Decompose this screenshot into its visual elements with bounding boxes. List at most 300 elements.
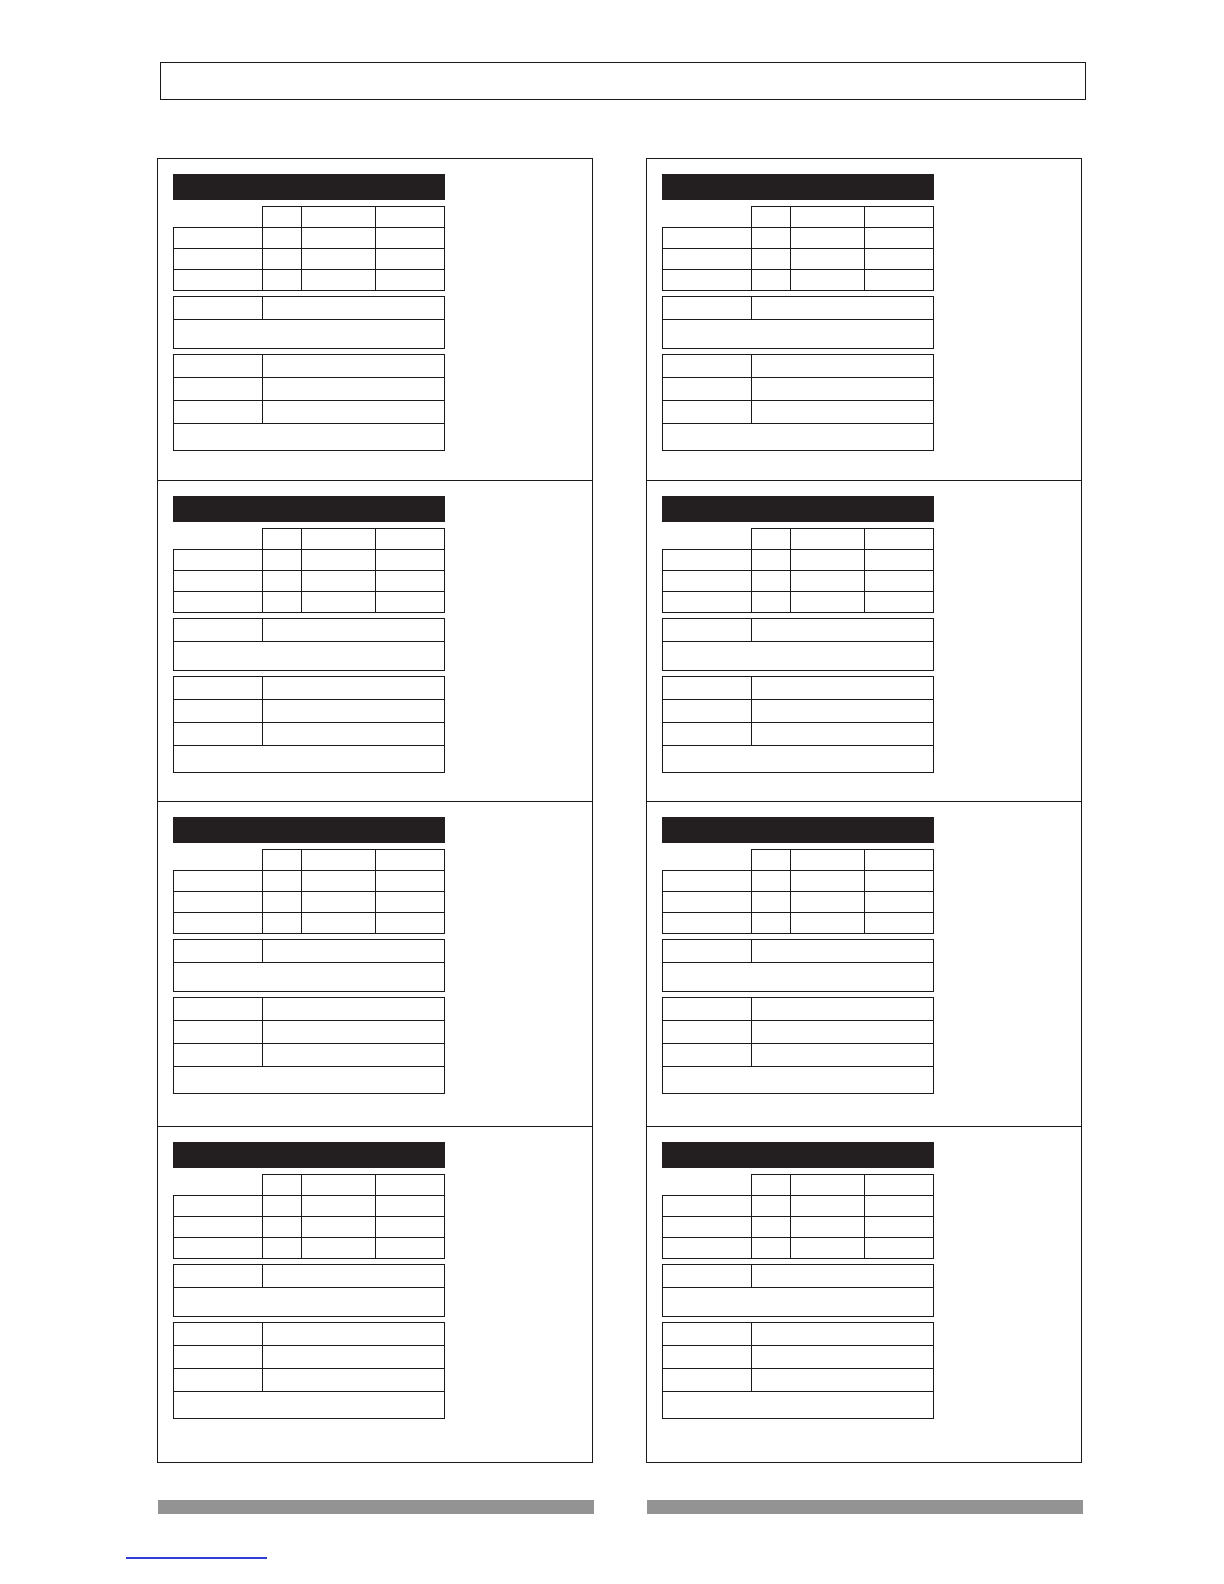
card-footer [174, 746, 444, 772]
left-column [157, 158, 593, 1463]
info-value [752, 355, 933, 377]
field-row [663, 940, 933, 963]
record-card [662, 174, 934, 451]
notes-row [663, 1288, 933, 1316]
table-corner [174, 850, 263, 871]
card-table [173, 1174, 445, 1259]
table-cell [376, 592, 445, 613]
card-cell [158, 480, 592, 801]
field-value [752, 1265, 933, 1287]
table-cell [790, 871, 865, 892]
info-label [663, 401, 752, 423]
table-corner [663, 850, 752, 871]
notes-row [663, 963, 933, 991]
info-value [263, 378, 444, 400]
table-head-cell [376, 850, 445, 871]
record-card [662, 496, 934, 773]
table-head-cell [301, 1175, 376, 1196]
table-cell [262, 1217, 301, 1238]
table-row [663, 1217, 934, 1238]
info-value [263, 677, 444, 699]
info-row [663, 1021, 933, 1044]
table-header-row [663, 850, 934, 871]
table-head-cell [262, 207, 301, 228]
table-cell [790, 892, 865, 913]
field-value [263, 297, 444, 319]
table-cell [865, 249, 934, 270]
field-value [752, 619, 933, 641]
table-row [663, 571, 934, 592]
table-head-cell [376, 207, 445, 228]
table-cell [751, 892, 790, 913]
table-row [174, 592, 445, 613]
info-value [752, 401, 933, 423]
table-cell [376, 571, 445, 592]
info-label [663, 1369, 752, 1391]
table-cell [376, 249, 445, 270]
info-label [663, 1346, 752, 1368]
field-block [662, 618, 934, 671]
card-footer [174, 1392, 444, 1418]
field-value [263, 940, 444, 962]
info-row [174, 723, 444, 746]
card-header [662, 174, 934, 200]
table-cell [262, 249, 301, 270]
info-row [174, 1346, 444, 1369]
record-card [173, 496, 445, 773]
info-block [662, 1322, 934, 1419]
table-cell [790, 249, 865, 270]
table-cell [865, 270, 934, 291]
card-header [173, 1142, 445, 1168]
info-value [752, 1323, 933, 1345]
table-cell [376, 1238, 445, 1259]
table-cell [790, 571, 865, 592]
field-label [663, 940, 752, 962]
info-block [662, 676, 934, 773]
table-header-row [663, 529, 934, 550]
field-block [173, 1264, 445, 1317]
table-cell [262, 892, 301, 913]
info-value [263, 1323, 444, 1345]
table-cell [663, 913, 752, 934]
info-row [663, 378, 933, 401]
card-table [173, 849, 445, 934]
table-row [174, 270, 445, 291]
table-head-cell [262, 529, 301, 550]
table-row [174, 1196, 445, 1217]
table-row [663, 228, 934, 249]
info-value [752, 998, 933, 1020]
info-row [174, 1021, 444, 1044]
table-cell [751, 1238, 790, 1259]
info-block [173, 1322, 445, 1419]
field-block [173, 939, 445, 992]
table-head-cell [262, 1175, 301, 1196]
table-head-cell [790, 850, 865, 871]
right-footer-bar [647, 1500, 1083, 1514]
info-value [263, 1369, 444, 1391]
table-header-row [174, 529, 445, 550]
table-cell [262, 1238, 301, 1259]
card-table [662, 528, 934, 613]
card-header [173, 174, 445, 200]
field-label [174, 1265, 263, 1287]
info-block [173, 997, 445, 1094]
card-footer [663, 424, 933, 450]
card-header [662, 817, 934, 843]
table-cell [262, 592, 301, 613]
table-head-cell [865, 850, 934, 871]
table-header-row [663, 207, 934, 228]
table-cell [663, 1238, 752, 1259]
table-cell [865, 913, 934, 934]
table-cell [301, 228, 376, 249]
table-head-cell [301, 850, 376, 871]
card-table [173, 528, 445, 613]
field-block [662, 296, 934, 349]
field-value [752, 297, 933, 319]
record-card [662, 1142, 934, 1419]
notes-row [663, 642, 933, 670]
info-row [663, 1044, 933, 1067]
table-cell [301, 913, 376, 934]
info-row [174, 1369, 444, 1392]
info-label [174, 1369, 263, 1391]
info-row [663, 401, 933, 424]
table-cell [663, 1217, 752, 1238]
info-row [663, 1323, 933, 1346]
card-header [173, 817, 445, 843]
table-cell [262, 871, 301, 892]
table-row [663, 1238, 934, 1259]
info-label [174, 723, 263, 745]
info-block [662, 354, 934, 451]
table-cell [865, 228, 934, 249]
info-row [663, 998, 933, 1021]
left-footer-bar [158, 1500, 594, 1514]
table-cell [790, 1217, 865, 1238]
table-cell [376, 228, 445, 249]
table-row [663, 249, 934, 270]
table-cell [174, 1196, 263, 1217]
info-block [173, 676, 445, 773]
table-cell [262, 270, 301, 291]
info-label [174, 1346, 263, 1368]
table-cell [865, 892, 934, 913]
table-cell [262, 913, 301, 934]
info-label [174, 700, 263, 722]
info-value [263, 355, 444, 377]
table-cell [174, 913, 263, 934]
field-row [663, 1265, 933, 1288]
field-label [663, 1265, 752, 1287]
table-head-cell [865, 1175, 934, 1196]
info-value [263, 700, 444, 722]
info-row [174, 1323, 444, 1346]
field-value [752, 940, 933, 962]
field-value [263, 619, 444, 641]
table-head-cell [751, 529, 790, 550]
notes-row [174, 320, 444, 348]
field-row [174, 297, 444, 320]
table-cell [174, 1238, 263, 1259]
table-cell [751, 571, 790, 592]
table-row [174, 571, 445, 592]
table-head-cell [790, 1175, 865, 1196]
table-row [663, 270, 934, 291]
table-cell [174, 571, 263, 592]
field-value [263, 1265, 444, 1287]
field-label [663, 297, 752, 319]
info-label [174, 1021, 263, 1043]
card-header [662, 1142, 934, 1168]
table-row [174, 871, 445, 892]
table-cell [663, 550, 752, 571]
table-cell [790, 1238, 865, 1259]
table-header-row [174, 207, 445, 228]
table-cell [262, 228, 301, 249]
table-cell [262, 571, 301, 592]
info-value [752, 1369, 933, 1391]
table-cell [751, 249, 790, 270]
card-cell [647, 159, 1081, 480]
info-value [263, 1346, 444, 1368]
table-cell [865, 871, 934, 892]
info-label [663, 998, 752, 1020]
card-table [662, 206, 934, 291]
table-cell [663, 871, 752, 892]
card-footer [174, 1067, 444, 1093]
field-block [662, 1264, 934, 1317]
table-row [174, 892, 445, 913]
info-value [752, 1021, 933, 1043]
field-row [663, 619, 933, 642]
table-head-cell [376, 1175, 445, 1196]
table-header-row [174, 850, 445, 871]
table-cell [663, 228, 752, 249]
table-cell [790, 270, 865, 291]
table-cell [174, 871, 263, 892]
table-corner [663, 1175, 752, 1196]
field-label [663, 619, 752, 641]
info-label [663, 1021, 752, 1043]
table-cell [174, 249, 263, 270]
table-cell [301, 571, 376, 592]
table-corner [663, 207, 752, 228]
table-cell [790, 228, 865, 249]
table-cell [790, 1196, 865, 1217]
table-cell [174, 228, 263, 249]
table-cell [301, 871, 376, 892]
table-cell [865, 592, 934, 613]
table-cell [751, 913, 790, 934]
table-cell [301, 270, 376, 291]
info-row [663, 1346, 933, 1369]
info-label [174, 677, 263, 699]
info-label [663, 723, 752, 745]
field-row [663, 297, 933, 320]
table-cell [865, 1196, 934, 1217]
record-card [173, 1142, 445, 1419]
table-cell [174, 1217, 263, 1238]
info-row [174, 401, 444, 424]
card-cell [647, 1126, 1081, 1464]
card-table [173, 206, 445, 291]
table-head-cell [790, 207, 865, 228]
table-cell [376, 1217, 445, 1238]
info-row [174, 378, 444, 401]
notes-row [174, 642, 444, 670]
table-head-cell [751, 850, 790, 871]
table-cell [262, 1196, 301, 1217]
table-cell [301, 592, 376, 613]
table-cell [790, 592, 865, 613]
table-row [174, 1238, 445, 1259]
table-cell [301, 550, 376, 571]
info-label [663, 378, 752, 400]
info-value [263, 1044, 444, 1066]
info-row [174, 998, 444, 1021]
field-label [174, 940, 263, 962]
card-header [662, 496, 934, 522]
card-table [662, 849, 934, 934]
table-cell [174, 550, 263, 571]
table-row [174, 913, 445, 934]
table-cell [865, 550, 934, 571]
table-row [663, 1196, 934, 1217]
info-label [663, 700, 752, 722]
table-row [663, 892, 934, 913]
table-cell [790, 913, 865, 934]
info-value [752, 700, 933, 722]
record-card [173, 174, 445, 451]
info-label [174, 1323, 263, 1345]
table-row [174, 228, 445, 249]
info-label [174, 378, 263, 400]
table-head-cell [865, 207, 934, 228]
info-value [752, 723, 933, 745]
table-cell [663, 270, 752, 291]
info-row [663, 1369, 933, 1392]
notes-row [174, 1288, 444, 1316]
table-row [663, 913, 934, 934]
table-corner [174, 1175, 263, 1196]
page-title-box [160, 62, 1086, 100]
field-block [662, 939, 934, 992]
info-label [663, 355, 752, 377]
table-cell [376, 871, 445, 892]
info-value [752, 677, 933, 699]
table-corner [663, 529, 752, 550]
table-cell [174, 270, 263, 291]
info-label [174, 401, 263, 423]
info-row [174, 700, 444, 723]
table-row [174, 1217, 445, 1238]
table-head-cell [301, 529, 376, 550]
table-cell [663, 571, 752, 592]
table-cell [663, 892, 752, 913]
card-header [173, 496, 445, 522]
info-block [173, 354, 445, 451]
table-cell [751, 228, 790, 249]
table-row [663, 592, 934, 613]
info-value [263, 723, 444, 745]
card-cell [158, 801, 592, 1126]
card-footer [663, 1067, 933, 1093]
table-cell [301, 249, 376, 270]
info-value [263, 998, 444, 1020]
field-block [173, 296, 445, 349]
info-label [663, 677, 752, 699]
info-row [174, 1044, 444, 1067]
table-cell [663, 1196, 752, 1217]
table-row [663, 871, 934, 892]
info-label [174, 1044, 263, 1066]
page-link[interactable] [126, 1557, 267, 1559]
table-cell [301, 892, 376, 913]
table-row [174, 249, 445, 270]
info-row [174, 355, 444, 378]
table-cell [301, 1238, 376, 1259]
card-table [662, 1174, 934, 1259]
table-row [174, 550, 445, 571]
card-footer [663, 1392, 933, 1418]
info-block [662, 997, 934, 1094]
info-label [174, 998, 263, 1020]
table-cell [301, 1196, 376, 1217]
card-footer [663, 746, 933, 772]
table-cell [262, 550, 301, 571]
table-cell [301, 1217, 376, 1238]
info-row [663, 700, 933, 723]
record-card [662, 817, 934, 1094]
field-row [174, 619, 444, 642]
table-cell [663, 592, 752, 613]
card-cell [158, 1126, 592, 1464]
table-header-row [174, 1175, 445, 1196]
table-cell [751, 270, 790, 291]
info-row [663, 355, 933, 378]
info-value [752, 1044, 933, 1066]
right-column [646, 158, 1082, 1463]
table-cell [174, 592, 263, 613]
info-row [174, 677, 444, 700]
table-head-cell [790, 529, 865, 550]
card-cell [647, 480, 1081, 801]
info-row [663, 723, 933, 746]
table-head-cell [865, 529, 934, 550]
table-cell [865, 1217, 934, 1238]
field-block [173, 618, 445, 671]
table-cell [751, 550, 790, 571]
table-head-cell [301, 207, 376, 228]
card-footer [174, 424, 444, 450]
table-cell [865, 571, 934, 592]
table-cell [790, 550, 865, 571]
info-value [263, 401, 444, 423]
table-corner [174, 207, 263, 228]
table-cell [751, 592, 790, 613]
table-cell [376, 913, 445, 934]
table-header-row [663, 1175, 934, 1196]
table-row [663, 550, 934, 571]
table-head-cell [376, 529, 445, 550]
field-label [174, 297, 263, 319]
table-cell [376, 1196, 445, 1217]
field-row [174, 1265, 444, 1288]
info-row [663, 677, 933, 700]
